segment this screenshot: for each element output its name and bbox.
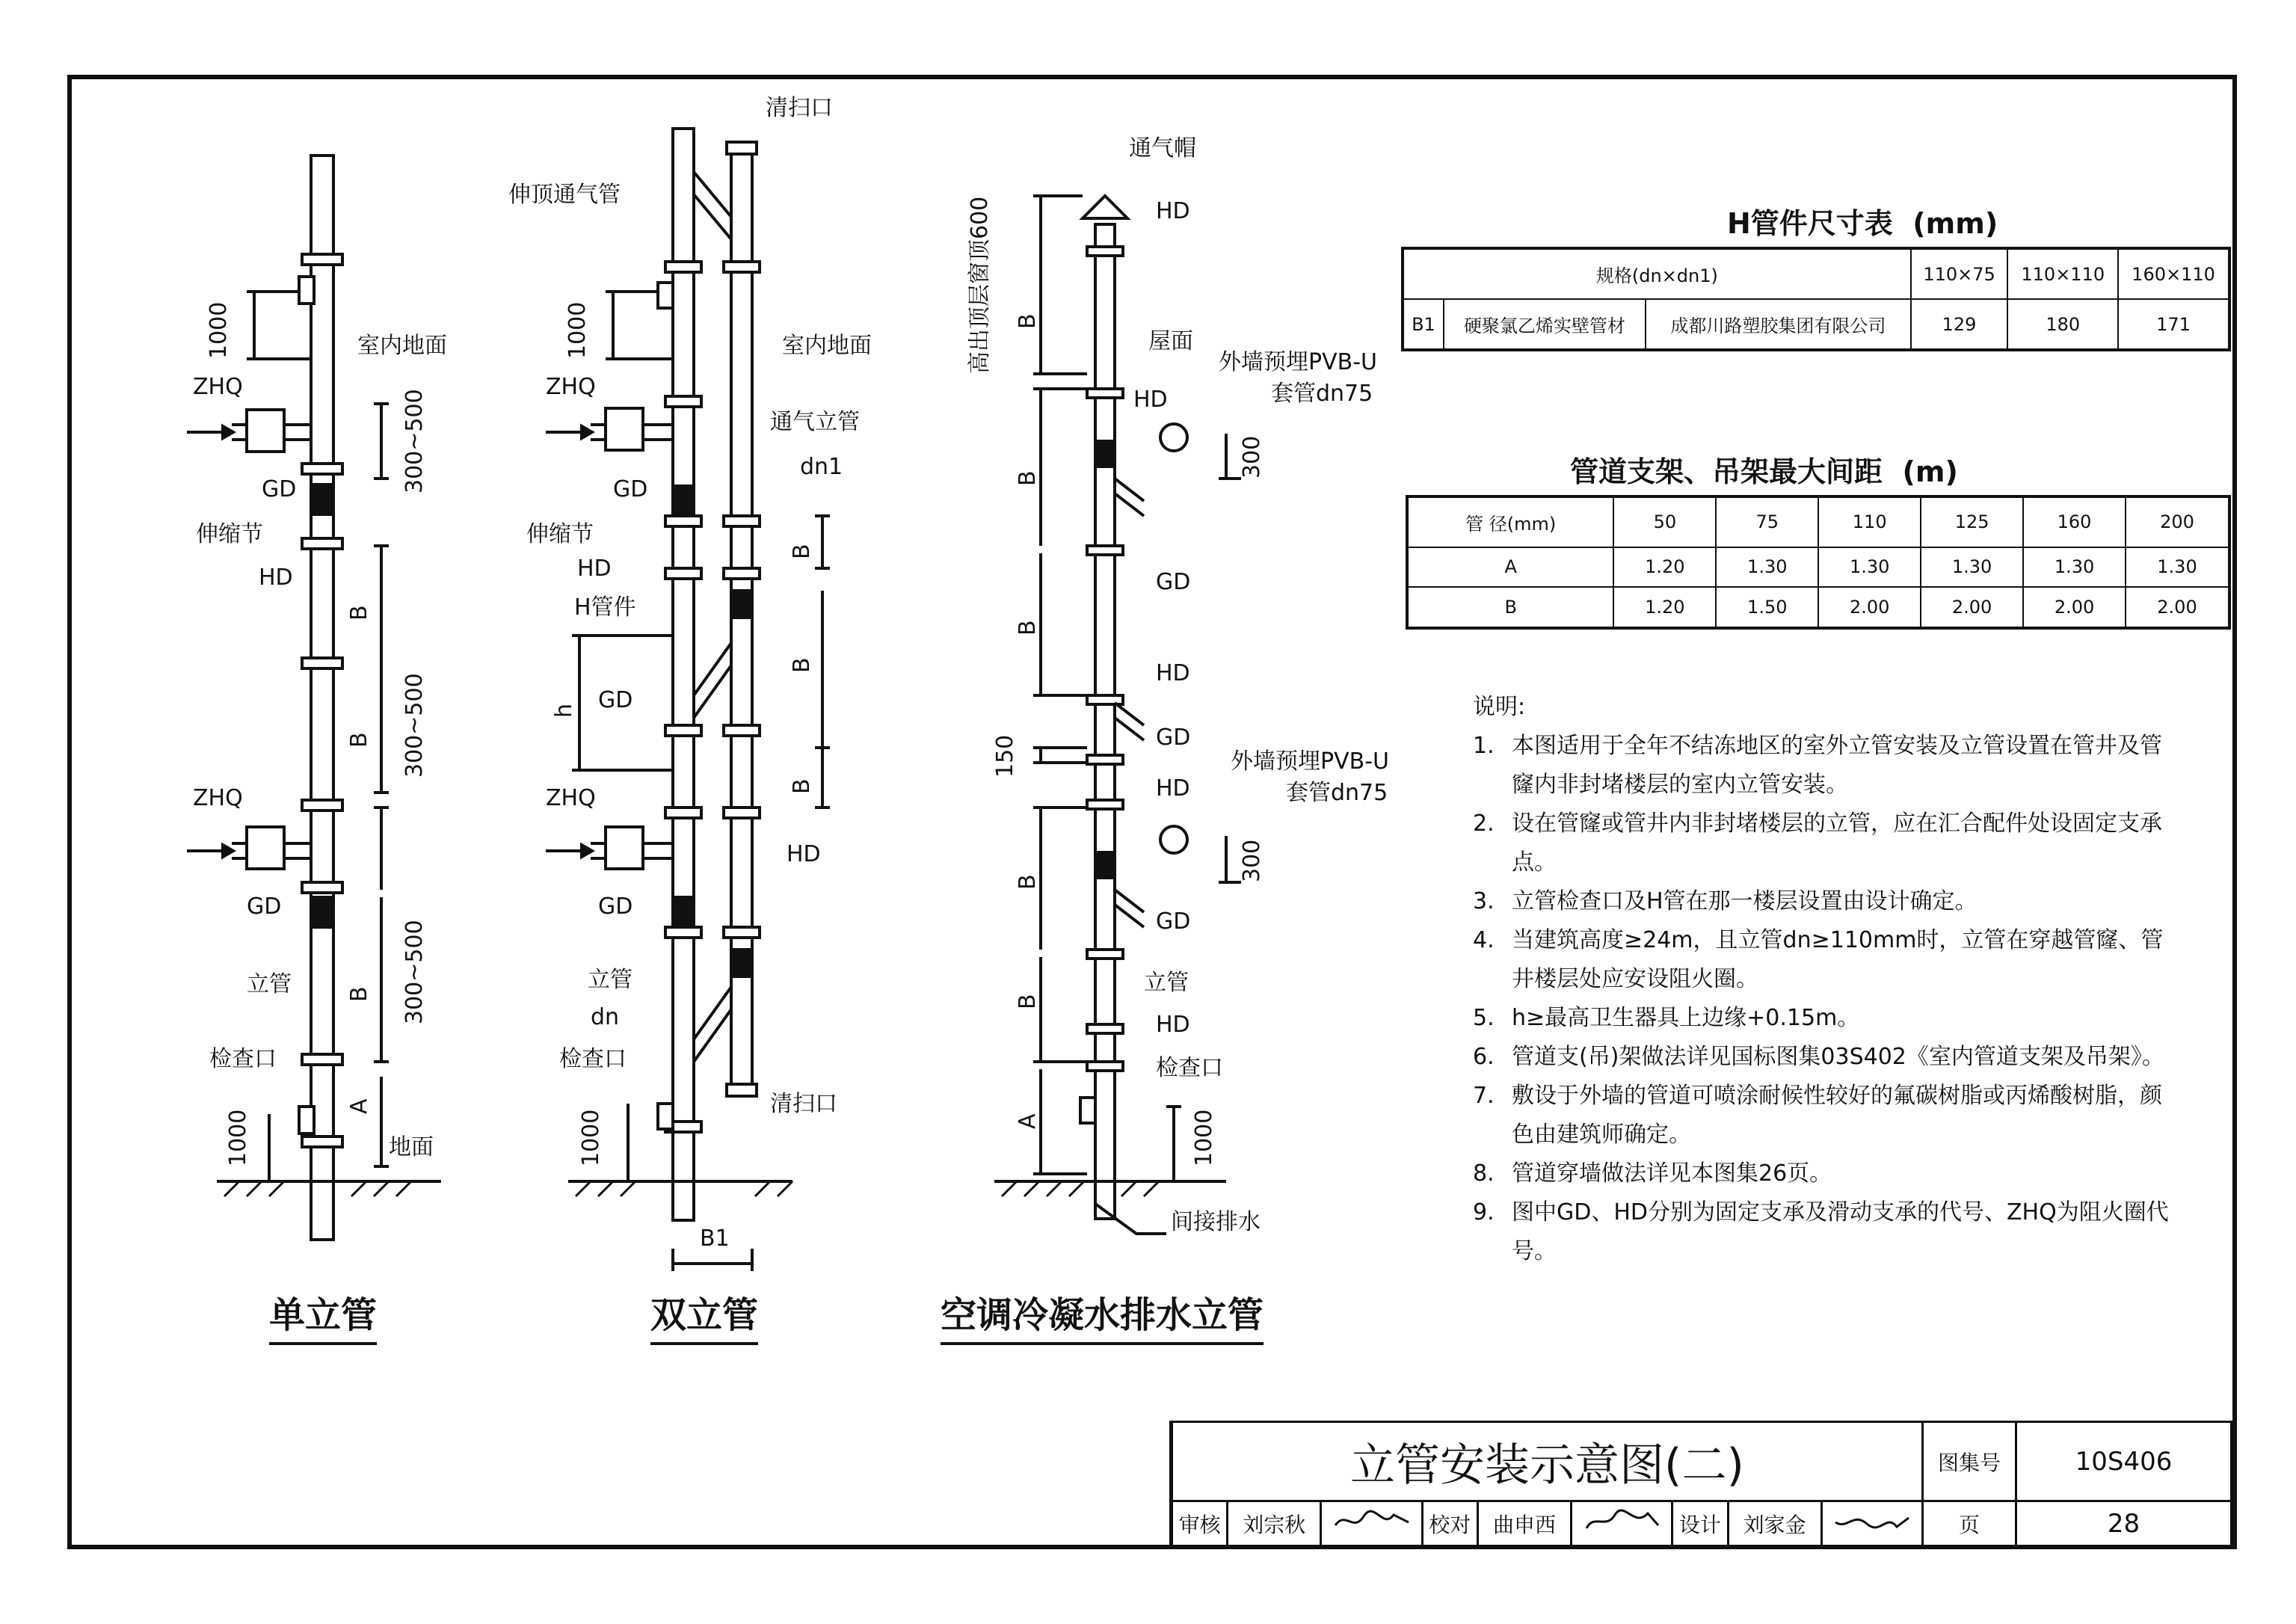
note-item: 3. 立管检查口及H管在那一楼层设置由设计确定。: [1473, 882, 2176, 921]
ac-hd-label-4: HD: [1156, 775, 1190, 802]
single-dim-b-1: B: [346, 605, 372, 621]
ac-indirect-drain-label: 间接排水: [1171, 1209, 1261, 1235]
h-table-title-text: H管件尺寸表: [1727, 207, 1893, 240]
expansion-joint: [314, 485, 330, 514]
h-table-spec-header: 规格(dn×dn1): [1403, 248, 1911, 299]
double-hd-label-1: HD: [577, 556, 612, 582]
signature-mark: [1331, 1507, 1413, 1534]
spacing-cell: 1.30: [2023, 547, 2126, 587]
notes-heading: 说明:: [1473, 694, 1526, 720]
spacing-row-label: A: [1407, 547, 1613, 587]
reviewer-signature: [1321, 1501, 1422, 1546]
ac-dim-300-1: 300: [1239, 435, 1265, 479]
single-indoor-floor-label: 室内地面: [357, 333, 447, 359]
checker-signature: [1572, 1501, 1672, 1546]
spacing-cell: 2.00: [2023, 587, 2126, 628]
ac-gd-label-3: GD: [1156, 908, 1191, 935]
double-h-label: h: [551, 703, 577, 718]
page-number: 28: [2016, 1501, 2232, 1546]
review-label: 审核: [1172, 1501, 1228, 1546]
single-riser-title: 单立管: [269, 1286, 377, 1345]
signature-mark: [1581, 1507, 1663, 1534]
note-item: 6. 管道支(吊)架做法详见国标图集03S402《室内管道支架及吊架》。: [1473, 1038, 2176, 1077]
note-item: 7. 敷设于外墙的管道可喷涂耐候性较好的氟碳树脂或丙烯酸树脂，颜色由建筑师确定。: [1473, 1077, 2176, 1154]
double-gd-label-2: GD: [598, 687, 633, 713]
ac-vent-cap-label: 通气帽: [1129, 135, 1196, 162]
double-dim-1000-top: 1000: [564, 301, 591, 359]
ac-above-roof-label: 高出顶层窗顶600: [967, 196, 993, 374]
spacing-cell: 1.50: [1716, 587, 1818, 628]
double-cleanout-bottom-label: 清扫口: [770, 1091, 837, 1117]
double-vent-riser-label: 通气立管: [770, 409, 860, 435]
h-table-value-cell: 171: [2118, 299, 2229, 350]
double-cleanout-top-label: 清扫口: [766, 95, 833, 121]
ac-roof-label: 屋面: [1148, 328, 1193, 354]
note-item: 9. 图中GD、HD分别为固定支承及滑动支承的代号、ZHQ为阻火圈代号。: [1473, 1193, 2176, 1271]
double-expansion-label: 伸缩节: [526, 521, 594, 547]
single-ground-label: 地面: [389, 1134, 434, 1160]
spacing-table-diameter: 200: [2126, 496, 2229, 547]
double-hd-label-2: HD: [787, 841, 821, 867]
h-table-size-cell: 110×110: [2007, 248, 2118, 299]
note-text: 本图适用于全年不结冻地区的室外立管安装及立管设置在管井及管窿内非封堵楼层的室内立管安装。: [1512, 733, 2162, 798]
spacing-cell: 2.00: [1921, 587, 2023, 628]
h-table-size-cell: 110×75: [1911, 248, 2008, 299]
single-dim-300-500-b: 300~500: [401, 673, 428, 778]
single-dim-300-500-a: 300~500: [401, 389, 428, 493]
note-text: 设在管窿或管井内非封堵楼层的立管，应在汇合配件处设固定支承点。: [1512, 811, 2162, 876]
single-dim-b-2: B: [346, 732, 372, 748]
ac-hd-label-2: HD: [1133, 387, 1168, 413]
drawing-title: 立管安装示意图(二): [1172, 1422, 1923, 1501]
h-table-size-cell: 160×110: [2118, 248, 2229, 299]
ac-hd-label-1: HD: [1156, 198, 1190, 224]
note-item: 1. 本图适用于全年不结冻地区的室外立管安装及立管设置在管井及管窿内非封堵楼层的室内立管安装。: [1473, 727, 2176, 805]
note-text: 图中GD、HD分别为固定支承及滑动支承的代号、ZHQ为阻火圈代号。: [1512, 1199, 2169, 1264]
note-text: 管道支(吊)架做法详见国标图集03S402《室内管道支架及吊架》。: [1512, 1044, 2164, 1070]
double-dn-label: dn: [591, 1004, 620, 1030]
single-dim-a: A: [346, 1098, 372, 1114]
spacing-cell: 1.30: [1818, 547, 1921, 587]
ac-gd-label-2: GD: [1156, 725, 1191, 751]
note-text: h≥最高卫生器具上边缘+0.15m。: [1512, 1005, 1860, 1031]
double-dim-b-3: B: [789, 778, 815, 794]
double-dim-b-1: B: [789, 544, 815, 559]
spacing-row-label: B: [1407, 587, 1613, 628]
note-text: 立管检查口及H管在那一楼层设置由设计确定。: [1512, 888, 1978, 914]
ac-gd-label-1: GD: [1156, 569, 1191, 595]
single-inspection-label: 检查口: [209, 1046, 277, 1072]
h-table-value-cell: 129: [1911, 299, 2008, 350]
note-item: 8. 管道穿墙做法详见本图集26页。: [1473, 1154, 2176, 1193]
h-table: [1401, 247, 2231, 351]
h-table-material: 硬聚氯乙烯实壁管材: [1444, 299, 1646, 350]
h-table-manufacturer: 成都川路塑胶集团有限公司: [1646, 299, 1911, 350]
designer-signature: [1821, 1501, 1922, 1546]
double-vent-top-label: 伸顶通气管: [508, 182, 621, 208]
double-b1-label: B1: [700, 1225, 730, 1252]
single-zhq-label-1: ZHQ: [193, 374, 243, 400]
double-gd-label-1: GD: [613, 476, 648, 502]
double-dim-1000-bottom: 1000: [578, 1109, 604, 1166]
signature-mark: [1831, 1507, 1913, 1534]
ac-dim-a: A: [1015, 1113, 1041, 1129]
h-table-unit: (mm): [1912, 207, 1998, 240]
h-table-value-cell: 180: [2007, 299, 2118, 350]
notes-section: [1473, 688, 2176, 1271]
ac-dim-300-2: 300: [1239, 839, 1265, 882]
spacing-table-diameter: 110: [1818, 496, 1921, 547]
note-text: 当建筑高度≥24m，且立管dn≥110mm时，立管在穿越管窿、管井楼层处应安设阻火圈。: [1512, 927, 2164, 992]
single-hd-label: HD: [259, 565, 293, 591]
double-zhq-label-1: ZHQ: [546, 374, 596, 400]
checker-name: 曲申西: [1477, 1501, 1571, 1546]
h-table-title: [1727, 200, 1998, 242]
ac-dim-b-1: B: [1015, 313, 1041, 329]
double-inspection-label: 检查口: [559, 1046, 627, 1072]
single-gd-label-1: GD: [262, 476, 297, 502]
vent-cap-shape: [1083, 196, 1127, 218]
ac-dim-b-3: B: [1015, 620, 1041, 636]
double-indoor-floor-label: 室内地面: [782, 333, 872, 359]
spacing-cell: 2.00: [2126, 587, 2229, 628]
double-dim-b-2: B: [789, 657, 815, 673]
note-item: 2. 设在管窿或管井内非封堵楼层的立管，应在汇合配件处设固定支承点。: [1473, 805, 2176, 882]
reviewer-name: 刘宗秋: [1228, 1501, 1321, 1546]
spacing-cell: 1.20: [1613, 547, 1716, 587]
ac-sleeve-size-1: 套管dn75: [1271, 381, 1373, 407]
ac-sleeve-label-1: 外墙预埋PVB-U: [1219, 349, 1377, 375]
spacing-cell: 1.30: [1716, 547, 1818, 587]
page-label: 页: [1922, 1501, 2016, 1546]
ac-hd-label-3: HD: [1156, 660, 1190, 686]
atlas-number: 10S406: [2016, 1422, 2232, 1501]
design-label: 设计: [1672, 1501, 1728, 1546]
single-dim-1000-top: 1000: [206, 301, 232, 359]
expansion-joint: [314, 897, 330, 927]
spacing-table-diameter: 125: [1921, 496, 2023, 547]
atlas-label: 图集号: [1922, 1422, 2016, 1501]
spacing-cell: 1.20: [1613, 587, 1716, 628]
title-block: [1171, 1421, 2232, 1545]
spacing-table-title: [1570, 449, 1958, 490]
ac-dim-b-4: B: [1015, 874, 1041, 890]
ac-riser-label: 立管: [1144, 970, 1189, 996]
single-expansion-label: 伸缩节: [196, 521, 263, 547]
note-text: 管道穿墙做法详见本图集26页。: [1512, 1160, 1832, 1187]
spacing-table-header: 管 径(mm): [1407, 496, 1613, 547]
double-riser-title: 双立管: [650, 1286, 758, 1345]
double-riser-label: 立管: [588, 967, 633, 993]
double-h-fitting-label: H管件: [574, 594, 636, 621]
ac-dim-1000: 1000: [1191, 1109, 1217, 1166]
spacing-cell: 1.30: [2126, 547, 2229, 587]
note-text: 敷设于外墙的管道可喷涂耐候性较好的氟碳树脂或丙烯酸树脂，颜色由建筑师确定。: [1512, 1083, 2162, 1148]
double-zhq-label-2: ZHQ: [546, 785, 596, 811]
ac-hd-label-5: HD: [1156, 1012, 1190, 1038]
single-gd-label-2: GD: [247, 893, 282, 920]
single-dim-1000-bottom: 1000: [225, 1109, 251, 1166]
spacing-table-diameter: 75: [1716, 496, 1818, 547]
single-zhq-label-2: ZHQ: [193, 785, 243, 811]
spacing-table-diameter: 50: [1613, 496, 1716, 547]
ac-sleeve-label-2: 外墙预埋PVB-U: [1231, 748, 1389, 775]
spacing-table-title-text: 管道支架、吊架最大间距: [1570, 455, 1883, 488]
spacing-cell: 2.00: [1818, 587, 1921, 628]
ac-riser-title: 空调冷凝水排水立管: [941, 1286, 1264, 1345]
spacing-table-unit: (m): [1902, 455, 1958, 488]
ac-sleeve-size-2: 套管dn75: [1286, 780, 1388, 806]
note-item: 5. h≥最高卫生器具上边缘+0.15m。: [1473, 999, 2176, 1038]
sleeve-circle: [1160, 826, 1187, 853]
sleeve-circle: [1160, 424, 1187, 451]
check-label: 校对: [1422, 1501, 1477, 1546]
ac-dim-b-2: B: [1015, 470, 1041, 486]
spacing-cell: 1.30: [1921, 547, 2023, 587]
ac-inspection-label: 检查口: [1156, 1055, 1223, 1081]
double-gd-label-3: GD: [598, 893, 633, 920]
spacing-table-diameter: 160: [2023, 496, 2126, 547]
ac-dim-b-5: B: [1015, 994, 1041, 1009]
double-dn1-label: dn1: [800, 454, 843, 480]
spacing-table: [1406, 495, 2231, 630]
note-item: 4. 当建筑高度≥24m，且立管dn≥110mm时，立管在穿越管窿、管井楼层处应安设阻火圈。: [1473, 921, 2176, 999]
single-dim-300-500-c: 300~500: [401, 920, 428, 1024]
single-dim-b-3: B: [346, 986, 372, 1002]
ac-dim-150: 150: [992, 734, 1018, 778]
h-table-row-label: B1: [1403, 299, 1444, 350]
single-riser-label: 立管: [247, 971, 292, 997]
designer-name: 刘家金: [1728, 1501, 1821, 1546]
